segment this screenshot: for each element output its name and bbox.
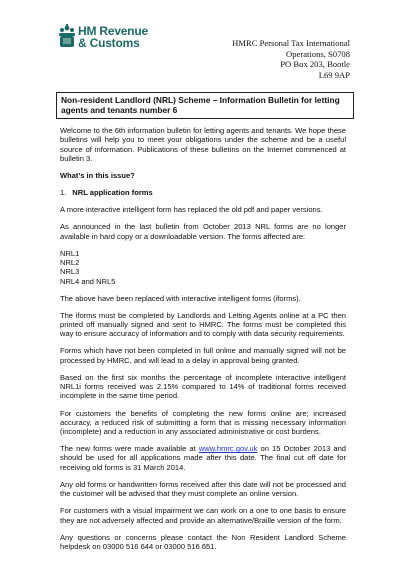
paragraph: The iforms must be completed by Landlords and Letting Agents online at a PC then printed off manually signed and sent to HMRC. The forms must be completed this way to ensure accuracy of information and to comply with data security requirements.	[60, 310, 346, 339]
address-line: HMRC Personal Tax International	[232, 38, 350, 48]
paragraph: A more interactive intelligent form has replaced the old pdf and paper versions.	[60, 205, 323, 215]
bulletin-title: Non-resident Landlord (NRL) Scheme – Information Bulletin for letting agents and tenants number 6	[56, 92, 354, 119]
whats-in-heading: What’s in this issue?	[60, 170, 135, 180]
section-1-heading	[60, 188, 346, 197]
hmrc-website-link[interactable]: www.hmrc.gov.uk	[198, 444, 258, 454]
text: The new forms were made available at	[60, 444, 199, 454]
section-title: NRL application forms	[72, 188, 153, 198]
text: on 15 October 2013 and should be used for all applications made after this date. The final cut off date for receiving old forms is 31 March 2014.	[60, 444, 347, 472]
forms-list	[60, 249, 346, 286]
paragraph: Based on the first six months the percentage of incomplete interactive intelligent NRL1i forms received was 2.15% compared to 14% of traditional forms received incomplete in the same time period.	[60, 372, 346, 401]
paragraph: As announced in the last bulletin from October 2013 NRL forms are no longer available in hard copy or a downloadable version. The forms affected are:	[60, 222, 346, 241]
logo-line-2: & Customs	[78, 36, 140, 50]
crown-crest-icon	[58, 24, 76, 50]
paragraph	[60, 444, 346, 472]
list-item: NRL2	[60, 257, 80, 267]
paragraph: Any old forms or handwritten forms received after this date will not be processed and the customer will be advised that they must complete an online version.	[60, 479, 346, 499]
address-line: PO Box 203, Bootle	[280, 59, 350, 70]
paragraph: For customers with a visual impairment we can work on a one to one basis to ensure they are not adversely affected and provide an alternative/Braille version of the form.	[60, 506, 346, 525]
list-item: NRL1	[60, 248, 80, 258]
intro-paragraph: Welcome to the 6th information bulletin for letting agents and tenants. We hope these bulletins will help you to meet your obligations under the scheme and be a useful source of information. Publications of these bulletins on the Internet commenced at bulletin 3.	[60, 126, 346, 163]
paragraph: Forms which have not been completed in full online and manually signed will not be processed by HMRC, and will lead to a delay in approval being granted.	[60, 346, 346, 365]
hmrc-logo	[58, 24, 178, 58]
section-number: 1.	[60, 188, 67, 198]
address-line: L69 9AP	[318, 69, 350, 80]
paragraph: The above have been replaced with interactive intelligent forms (iforms).	[60, 293, 301, 303]
logo-wordmark	[78, 25, 148, 49]
list-item: NRL3	[60, 267, 80, 277]
logo-line-1: HM Revenue	[78, 24, 149, 38]
list-item: NRL4 and NRL5	[60, 276, 116, 286]
address-line: Operations, S0708	[286, 48, 350, 59]
paragraph: For customers the benefits of completing the new forms online are; increased accuracy, a reduced risk of submitting a form that is missing necessary information (incomplete) and a reduction in any associated administrative or cost burdens.	[60, 408, 346, 437]
bulletin-body	[60, 126, 346, 559]
paragraph: Any questions or concerns please contact the Non Resident Landlord Scheme helpdesk on 03000 516 644 or 03000 516 651.	[60, 532, 346, 551]
return-address	[232, 38, 350, 80]
